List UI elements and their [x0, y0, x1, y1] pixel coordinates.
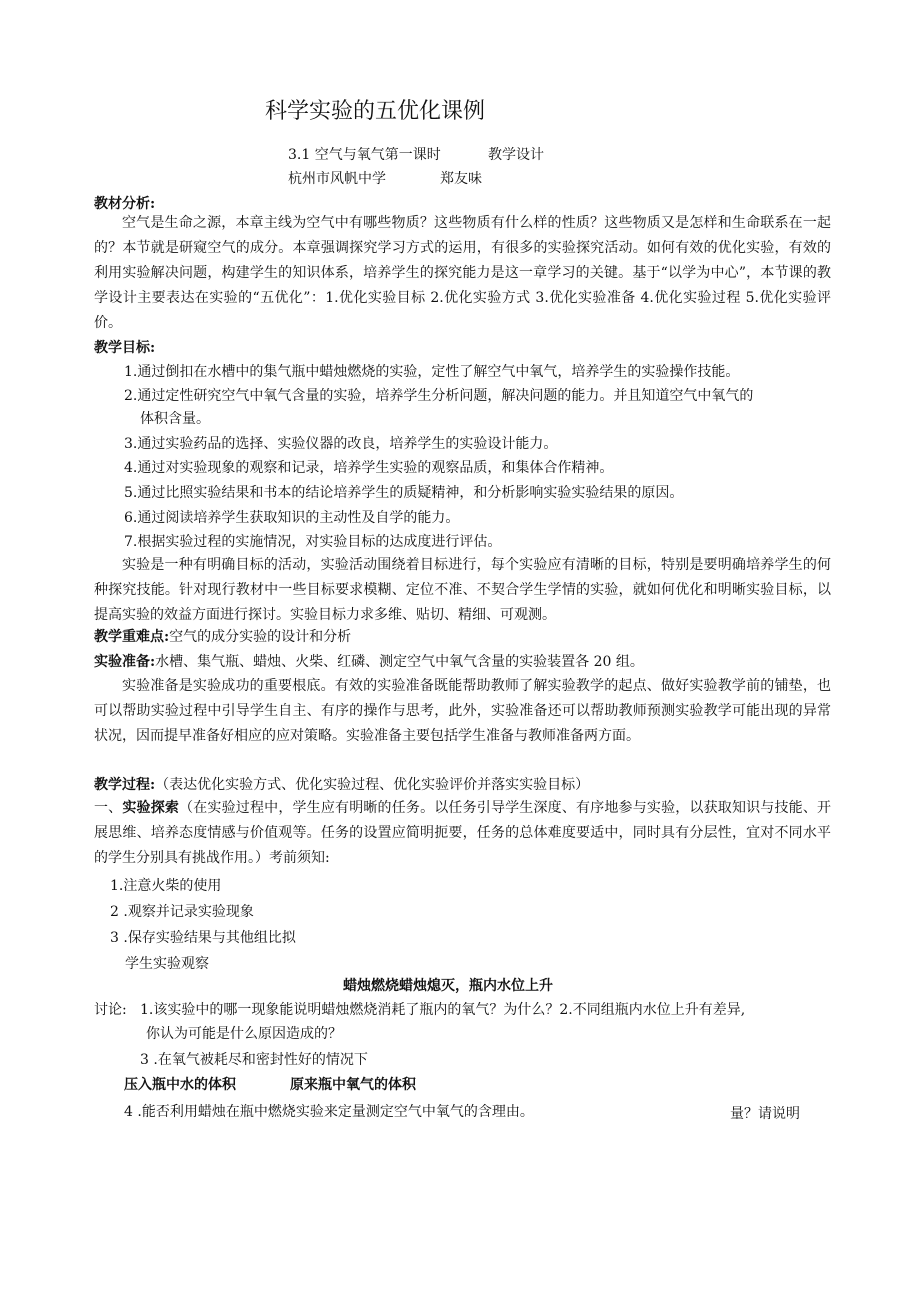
section-one	[94, 796, 831, 871]
note-text: .观察并记录实验现象	[123, 904, 254, 920]
volume-left: 压入瓶中水的体积	[124, 1077, 236, 1093]
design-label: 教学设计	[488, 147, 544, 163]
note-item	[110, 928, 296, 948]
goal-text: .根据实验过程的实施情况，对实验目标的达成度进行评估。	[132, 534, 502, 550]
goals-heading: 教学目标:	[94, 340, 156, 356]
process-line	[94, 775, 589, 795]
goal-item	[124, 434, 557, 454]
item-four-number: 4	[124, 1104, 133, 1120]
note-number: 2	[110, 904, 119, 920]
goal-item	[124, 458, 613, 478]
goal-number: 1	[124, 364, 133, 380]
item-four	[124, 1102, 534, 1122]
goal-text: .通过实验药品的选择、实验仪器的改良，培养学生的实验设计能力。	[132, 436, 558, 452]
lesson-label: 3.1 空气与氧气第一课时	[288, 147, 441, 163]
process-heading: 教学过程:	[94, 777, 156, 793]
prep-text: 水槽、集气瓶、蜡烛、火柴、红磷、测定空气中氧气含量的实验装置各 20 组。	[155, 654, 644, 670]
goal-text: .通过定性研究空气中氧气含量的实验，培养学生分析问题，解决问题的能力。并且知道空气中氧气的	[132, 388, 754, 404]
goal-item	[124, 508, 459, 528]
goal-continuation: 体积含量。	[140, 411, 210, 427]
goal-number: 7	[124, 534, 133, 550]
observe-label: 学生实验观察	[125, 956, 209, 972]
item-three	[140, 1050, 368, 1070]
note-number: 1	[110, 878, 119, 894]
document-title: 科学实验的五优化课例	[265, 99, 486, 124]
item-four-text: .能否利用蜡烛在瓶中燃烧实验来定量测定空气中氧气的含理由。	[137, 1104, 534, 1120]
goal-item	[124, 483, 683, 503]
goal-item	[124, 532, 501, 552]
discuss-label: 讨论:	[94, 1002, 127, 1018]
goal-text: .通过倒扣在水槽中的集气瓶中蜡烛燃烧的实验，定性了解空气中氧气，培养学生的实验操作技能。	[132, 364, 740, 380]
goal-number: 5	[124, 485, 133, 501]
discuss-line-1: 1.该实验中的哪一现象能说明蜡烛燃烧消耗了瓶内的氧气？为什么？2.不同组瓶内水位上升有差异,	[140, 1002, 746, 1018]
discuss-line-2: 你认为可能是什么原因造成的？	[146, 1026, 342, 1042]
goal-text: .通过比照实验结果和书本的结论培养学生的质疑精神，和分析影响实验实验结果的原因。	[132, 485, 684, 501]
school-name: 杭州市风帆中学	[288, 171, 386, 187]
goal-text: .通过阅读培养学生获取知识的主动性及自学的能力。	[132, 510, 460, 526]
keypoints-line	[94, 627, 351, 647]
process-heading-note: （表达优化实验方式、优化实验过程、优化实验评价并落实实验目标）	[155, 777, 590, 793]
section-title: 实验探索	[122, 800, 180, 816]
goal-item	[124, 386, 753, 406]
goal-text: .通过对实验现象的观察和记录，培养学生实验的观察品质，和集体合作精神。	[132, 460, 614, 476]
section-prefix: 一、	[94, 800, 123, 816]
keypoints-text: 空气的成分实验的设计和分析	[169, 629, 352, 645]
goals-note: 实验是一种有明确目标的活动，实验活动围绕着目标进行，每个实验应有清晰的目标，特别是要明确培养学生的何种探究技能。针对现行教材中一些目标要求模糊、定位不准、不契合学生学情的实验，就如何优化和明晰实验目标，以提高实验的效益方面进行探讨。实验目标力求多维、贴切、精细、可观测。	[94, 557, 831, 623]
item-four-tail: 量？请说明	[730, 1106, 800, 1122]
note-item	[110, 902, 254, 922]
prep-heading: 实验准备:	[94, 654, 156, 670]
prep-line	[94, 652, 644, 672]
goal-number: 4	[124, 460, 133, 476]
goal-number: 2	[124, 388, 133, 404]
section-text: （在实验过程中，学生应有明晰的任务。以任务引导学生深度、有序地参与实验，以获取知识与技能、开展思维、培养态度情感与价值观等。任务的设置应简明扼要，任务的总体难度要适中，同时具有分层性，宜对不同水平的学生分别具有挑战作用。）考前须知:	[94, 800, 832, 866]
goal-number: 3	[124, 436, 133, 452]
keypoints-heading: 教学重难点:	[94, 629, 170, 645]
item-three-number: 3	[140, 1052, 149, 1068]
note-item	[110, 876, 221, 896]
goal-number: 6	[124, 510, 133, 526]
goal-item	[124, 362, 739, 382]
phenomenon-text: 蜡烛燃烧蜡烛熄灭，瓶内水位上升	[343, 978, 553, 994]
note-text: .注意火柴的使用	[118, 878, 222, 894]
analysis-heading: 教材分析:	[94, 196, 156, 212]
prep-note: 实验准备是实验成功的重要根底。有效的实验准备既能帮助教师了解实验教学的起点、做好实验教学前的铺垫，也可以帮助实验过程中引导学生自主、有序的操作与思考，此外，实验准备还可以帮助教师预测实验教学可能出现的异常状况，因而提早准备好相应的应对策略。实验准备主要包括学生准备与教师准备两方面。	[94, 678, 831, 744]
note-number: 3	[110, 930, 119, 946]
volume-right: 原来瓶中氧气的体积	[290, 1077, 416, 1093]
note-text: .保存实验结果与其他组比拟	[123, 930, 296, 946]
analysis-text: 空气是生命之源，本章主线为空气中有哪些物质？这些物质有什么样的性质？这些物质又是怎样和生命联系在一起的？本节就是研窥空气的成分。本章强调探究学习方式的运用，有很多的实验探究活动。如何有效的优化实验，有效的利用实验解决问题，构建学生的知识体系，培养学生的探究能力是这一章学习的关键。基于“以学为中心”，本节课的教学设计主要表达在实验的“五优化”：1.优化实验目标 2.优化实验方式 3.优化实验准备 4.优化实验过程 5.优化实验评价。	[94, 215, 831, 331]
author-name: 郑友味	[440, 171, 482, 187]
item-three-text: .在氧气被耗尽和密封性好的情况下	[153, 1052, 368, 1068]
